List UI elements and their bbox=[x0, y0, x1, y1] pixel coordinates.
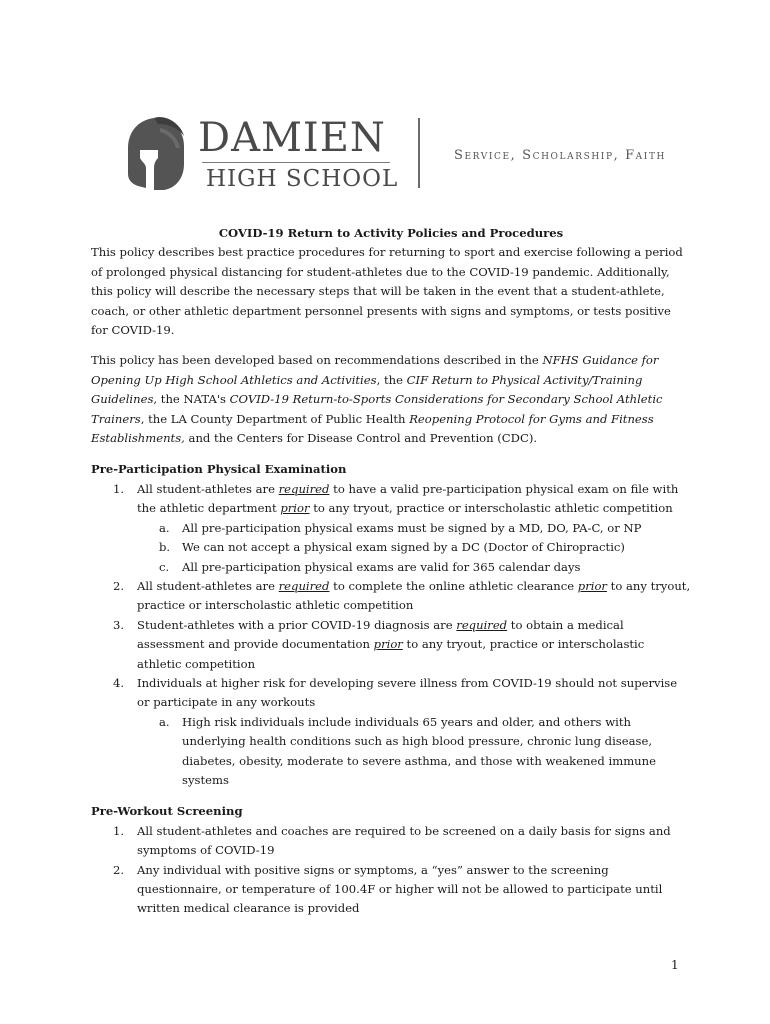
list-number: 1. bbox=[113, 823, 125, 838]
list-number: 2. bbox=[113, 862, 125, 877]
item-text: to any tryout, practice or interscholastic athletic competition bbox=[137, 578, 691, 613]
ppe-list bbox=[91, 480, 691, 791]
item-text: Any individual with positive signs or symptoms, a “yes” answer to the screening questionnaire, or temperature of 100.4F or higher will not be allowed to participate until written medical clearance is provided bbox=[137, 862, 663, 916]
intro-paragraph: This policy describes best practice procedures for returning to sport and exercise following a period of prolonged physical distancing for student-athletes due to the COVID-19 pandemic. Additionally, this policy will describe the necessary steps that will be taken in the event that a student-athlete, coach, or other athletic department personnel presents with signs and symptoms, or tests positive for COVID-19. bbox=[91, 245, 683, 338]
sub-text: We can not accept a physical exam signed by a DC (Doctor of Chiropractic) bbox=[182, 540, 625, 555]
document-title: COVID-19 Return to Activity Policies and Procedures bbox=[218, 226, 564, 240]
school-wordmark bbox=[198, 116, 398, 193]
sources-nfhs-title: NFHS Guidance for Opening Up High School Athletics and Activities bbox=[91, 353, 659, 387]
wordmark-rule bbox=[202, 162, 390, 163]
sub-text: All pre-participation physical exams are valid for 365 calendar days bbox=[182, 559, 581, 574]
sub-text: All pre-participation physical exams must be signed by a MD, DO, PA-C, or NP bbox=[182, 520, 642, 535]
sub-list-item bbox=[137, 558, 691, 577]
sources-cif-title: CIF Return to Physical Activity/Training Guidelines bbox=[91, 372, 643, 407]
sources-text: , the NATA's bbox=[153, 392, 230, 407]
item-text: All student-athletes are bbox=[137, 578, 279, 593]
list-item bbox=[91, 822, 691, 861]
school-motto: Service, Scholarship, Faith bbox=[454, 148, 666, 163]
emphasis-prior: prior bbox=[577, 578, 607, 593]
emphasis-required: required bbox=[278, 578, 330, 593]
item-text: All student-athletes and coaches are required to be screened on a daily basis for signs and symptoms of COVID-19 bbox=[137, 823, 671, 858]
sources-paragraph bbox=[91, 351, 691, 448]
list-number: 1. bbox=[113, 481, 125, 496]
item-text: to any tryout, practice or interscholastic athletic competition bbox=[309, 501, 673, 516]
item-text: All student-athletes are bbox=[137, 481, 279, 496]
sub-list-item bbox=[137, 538, 691, 557]
list-item bbox=[91, 480, 691, 577]
sub-text: High risk individuals include individuals 65 years and older, and others with underlying health conditions such as high blood pressure, chronic lung disease, diabetes, obesity, moderate to severe asthma, and those with weakened immune systems bbox=[182, 714, 656, 787]
list-number: 3. bbox=[113, 617, 125, 632]
list-item bbox=[91, 616, 691, 674]
item-text: Individuals at higher risk for developing severe illness from COVID-19 should not supervise or participate in any workouts bbox=[137, 675, 678, 710]
sub-letter: a. bbox=[159, 714, 170, 729]
school-name: DAMIEN bbox=[198, 115, 386, 161]
item-text: to complete the online athletic clearance bbox=[329, 578, 578, 593]
sub-list bbox=[137, 519, 691, 577]
school-logo-header bbox=[124, 112, 664, 196]
sources-text: , the LA County Department of Public Health bbox=[140, 411, 410, 426]
sub-letter: a. bbox=[159, 520, 170, 535]
sub-list-item bbox=[137, 519, 691, 538]
sub-letter: b. bbox=[159, 540, 171, 555]
spartan-helmet-icon bbox=[124, 116, 188, 192]
sources-lacounty-title: Reopening Protocol for Gyms and Fitness Establishments, bbox=[91, 411, 654, 446]
page-number: 1 bbox=[671, 958, 679, 972]
item-text: Student-athletes with a prior COVID-19 diagnosis are bbox=[137, 617, 457, 632]
section-heading-screening: Pre-Workout Screening bbox=[91, 804, 243, 819]
sources-text: and the Centers for Disease Control and Prevention (CDC). bbox=[184, 431, 538, 446]
sources-nata-title: COVID-19 Return-to-Sports Considerations for Secondary School Athletic Trainers bbox=[91, 392, 663, 426]
emphasis-prior: prior bbox=[373, 637, 403, 652]
emphasis-required: required bbox=[278, 481, 330, 496]
list-number: 2. bbox=[113, 578, 125, 593]
emphasis-prior: prior bbox=[280, 501, 310, 516]
list-item bbox=[91, 861, 691, 919]
document-body bbox=[91, 224, 691, 919]
sources-text: This policy has been developed based on recommendations described in the bbox=[91, 353, 543, 368]
sub-list-item bbox=[137, 713, 691, 791]
header-divider bbox=[418, 118, 420, 188]
emphasis-required: required bbox=[456, 617, 508, 632]
sources-text: , the bbox=[376, 372, 407, 387]
list-number: 4. bbox=[113, 675, 125, 690]
item-text: to any tryout, practice or interscholastic athletic competition bbox=[137, 637, 645, 671]
sub-list bbox=[137, 713, 691, 791]
list-item bbox=[91, 674, 691, 790]
item-text: to obtain a medical assessment and provide documentation bbox=[137, 617, 624, 652]
item-text: to have a valid pre-participation physical exam on file with the athletic department bbox=[137, 481, 679, 516]
screening-list bbox=[91, 822, 691, 919]
list-item bbox=[91, 577, 691, 616]
sub-letter: c. bbox=[159, 559, 170, 574]
section-heading-ppe: Pre-Participation Physical Examination bbox=[91, 462, 347, 477]
school-subname: HIGH SCHOOL bbox=[206, 166, 399, 192]
